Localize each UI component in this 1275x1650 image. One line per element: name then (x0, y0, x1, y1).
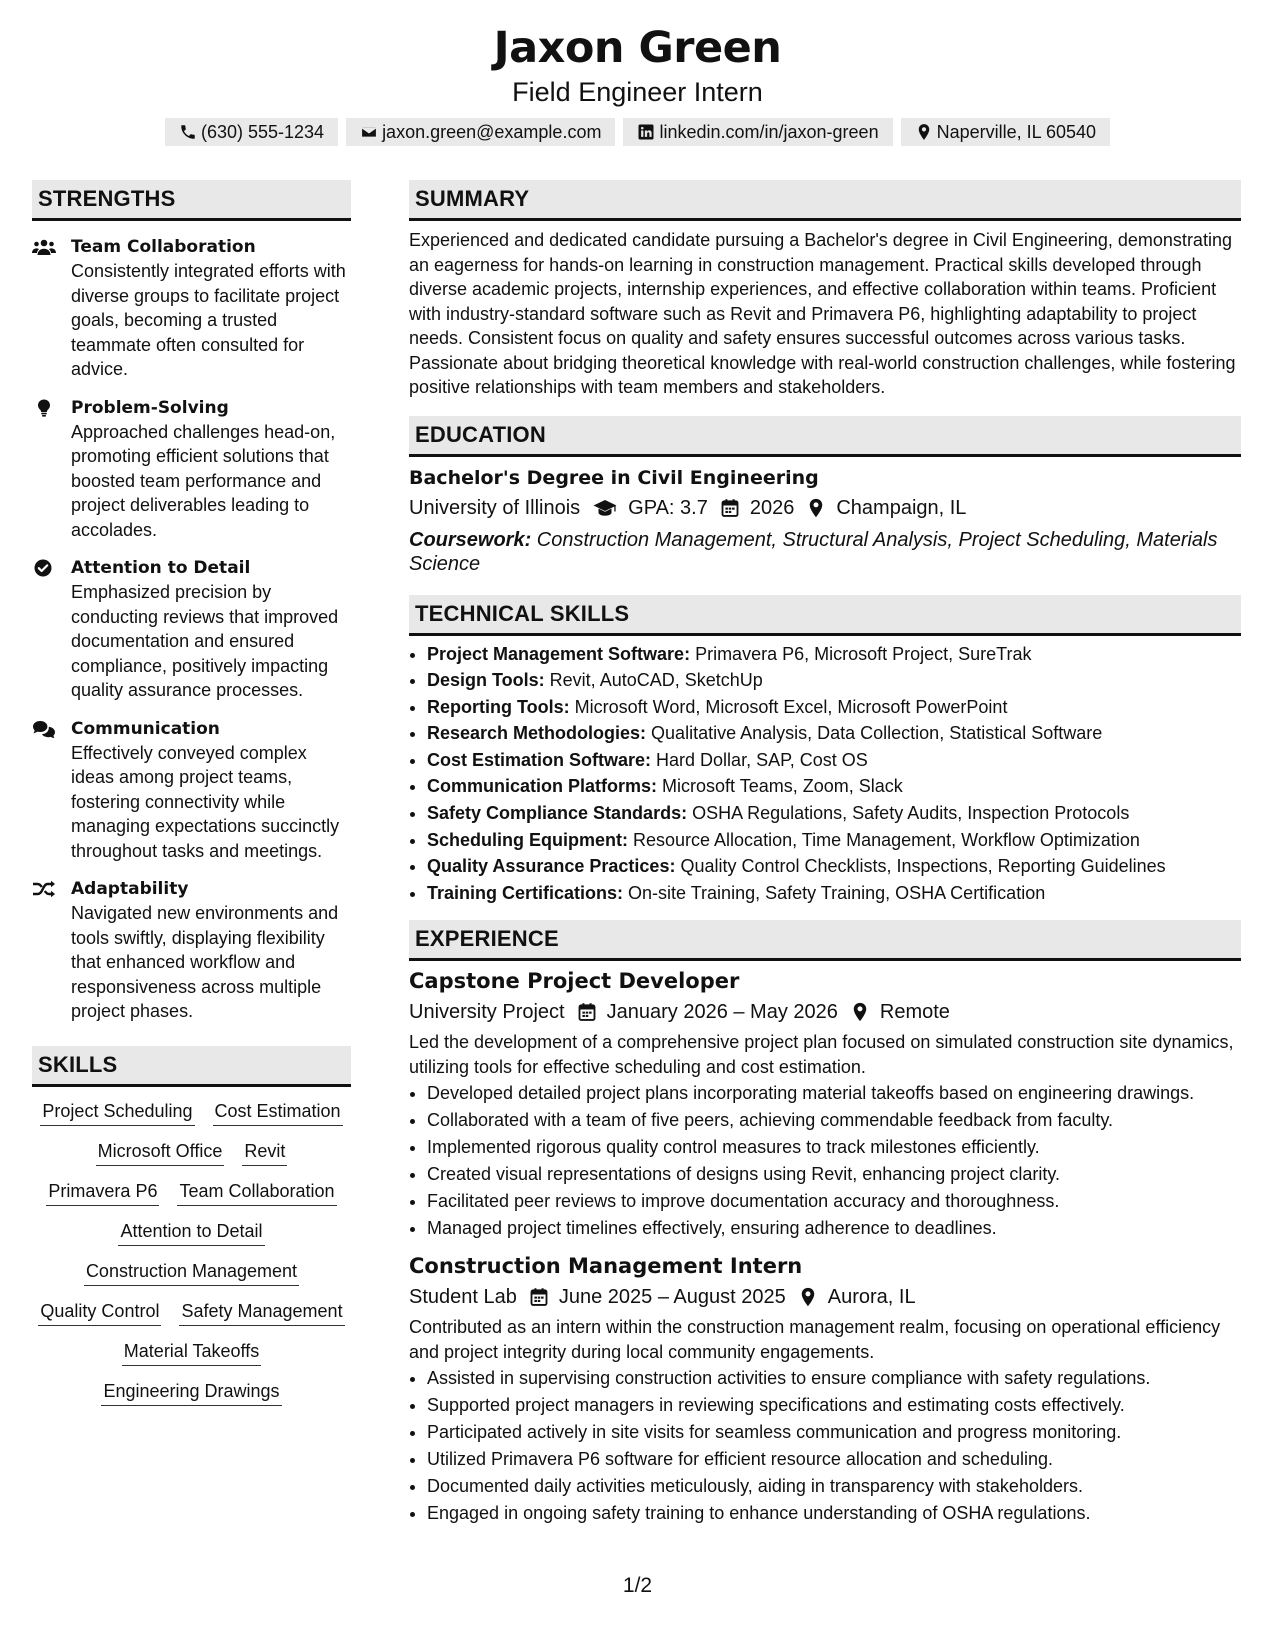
technical-skill-value: Qualitative Analysis, Data Collection, Statistical Software (646, 723, 1103, 744)
skill-tag: Material Takeoffs (122, 1337, 261, 1366)
technical-skill-value: Revit, AutoCAD, SketchUp (544, 670, 763, 691)
calendar-icon (720, 498, 740, 518)
list-item (427, 641, 1241, 668)
lightbulb-icon (32, 399, 56, 417)
strength-description: Navigated new environments and tools swiftly, displaying flexibility that enhanced workflow and responsiveness across multiple project phases. (71, 903, 339, 1021)
technical-skill-label: Scheduling Equipment: (427, 829, 628, 850)
list-item: • Collaborated with a team of five peers, achieving commendable feedback from faculty. (427, 1107, 1241, 1134)
map-marker-icon (806, 498, 826, 518)
right-column (409, 180, 1241, 1527)
technical-skill-value: Microsoft Teams, Zoom, Slack (657, 776, 903, 797)
contact-phone[interactable] (165, 118, 338, 146)
map-marker-icon (850, 1002, 870, 1022)
technical-skill-label: Reporting Tools: (427, 696, 570, 717)
technical-skill-label: Research Methodologies: (427, 723, 647, 744)
calendar-icon (577, 1002, 597, 1022)
strength-description: Emphasized precision by conducting reviews that improved documentation and ensured compliance, positively impacting quality assurance processes. (71, 582, 339, 700)
technical-skill-label: Design Tools: (427, 670, 545, 691)
check-circle-icon (32, 559, 56, 577)
job-meta (409, 998, 1241, 1026)
list-item (427, 773, 1241, 800)
degree-title: Bachelor's Degree in Civil Engineering (409, 466, 819, 489)
list-item (427, 720, 1241, 747)
coursework (409, 528, 1241, 577)
job-bullets (409, 1080, 1241, 1242)
education-meta (409, 494, 1241, 522)
technical-skill-label: Quality Assurance Practices: (427, 856, 676, 877)
map-marker-icon (798, 1287, 818, 1307)
experience-entry (409, 1252, 1241, 1527)
strength-description: Approached challenges head-on, promoting efficient solutions that boosted team performance and project deliverables leading to accolades. (71, 421, 336, 540)
job-location: Aurora, IL (827, 1286, 916, 1309)
shuffle-icon (32, 880, 56, 898)
strength-item (32, 556, 351, 703)
skill-tag: Primavera P6 (46, 1177, 159, 1206)
list-item: • Facilitated peer reviews to improve documentation accuracy and thoroughness. (427, 1188, 1241, 1215)
candidate-name: Jaxon Green (493, 23, 782, 73)
skill-tag: Project Scheduling (40, 1097, 194, 1126)
strength-title: Team Collaboration (71, 237, 256, 257)
phone-text: (630) 555-1234 (200, 122, 325, 142)
job-organization: Student Lab (409, 1286, 517, 1309)
school-location: Champaign, IL (836, 496, 967, 519)
skill-tag: Cost Estimation (213, 1097, 343, 1126)
job-dates: January 2026 – May 2026 (606, 1001, 838, 1024)
email-text: jaxon.green@example.com (382, 122, 602, 142)
skill-tag: Revit (242, 1137, 287, 1166)
phone-icon (179, 123, 197, 141)
list-item: • Developed detailed project plans incorporating material takeoffs based on engineering drawings. (427, 1080, 1241, 1107)
skill-tag: Attention to Detail (118, 1217, 264, 1246)
strength-title: Attention to Detail (71, 558, 251, 578)
section-heading-education: EDUCATION (409, 416, 1241, 457)
location-text: Naperville, IL 60540 (936, 122, 1097, 142)
list-item (427, 667, 1241, 694)
calendar-icon (529, 1287, 549, 1307)
job-dates: June 2025 – August 2025 (558, 1286, 786, 1309)
strength-description: Consistently integrated efforts with diverse groups to facilitate project goals, becoming a trusted teammate often consulted for advice. (71, 261, 346, 379)
strength-item (32, 877, 351, 1024)
technical-skill-label: Training Certifications: (427, 882, 624, 903)
technical-skill-label: Cost Estimation Software: (427, 749, 652, 770)
envelope-icon (360, 123, 378, 141)
users-icon (32, 238, 56, 256)
graduation-cap-icon (592, 498, 618, 518)
list-item (427, 747, 1241, 774)
job-meta (409, 1283, 1241, 1311)
linkedin-text: linkedin.com/in/jaxon-green (659, 122, 879, 142)
technical-skill-value: Quality Control Checklists, Inspections, Reporting Guidelines (675, 856, 1166, 877)
list-item: • Supported project managers in reviewing specifications and estimating costs effectively. (427, 1392, 1241, 1419)
skill-tag: Engineering Drawings (101, 1377, 281, 1406)
skills-tag-cloud (32, 1097, 351, 1406)
section-heading-experience: EXPERIENCE (409, 920, 1241, 961)
strength-title: Adaptability (71, 879, 189, 899)
list-item: • Assisted in supervising construction activities to ensure compliance with safety regulations. (427, 1365, 1241, 1392)
skill-tag: Construction Management (84, 1257, 299, 1286)
strength-title: Communication (71, 718, 220, 739)
page-number: 1/2 (622, 1574, 653, 1597)
contact-email[interactable] (346, 118, 615, 146)
technical-skill-label: Safety Compliance Standards: (427, 803, 688, 824)
job-summary: Led the development of a comprehensive project plan focused on simulated construction site dynamics, utilizing tools for effective scheduling and cost estimation. (409, 1032, 1234, 1077)
contact-linkedin[interactable] (623, 118, 892, 146)
list-item (427, 694, 1241, 721)
resume-header (0, 20, 1275, 146)
technical-skills-list (409, 641, 1241, 907)
job-summary: Contributed as an intern within the construction management realm, focusing on operational efficiency and project integrity during local community engagements. (409, 1317, 1221, 1362)
list-item (427, 827, 1241, 854)
list-item: • Documented daily activities meticulously, aiding in transparency with stakeholders. (427, 1473, 1241, 1500)
technical-skill-value: Primavera P6, Microsoft Project, SureTrak (690, 643, 1032, 664)
gpa-text: GPA: 3.7 (628, 496, 708, 519)
candidate-role: Field Engineer Intern (512, 77, 763, 107)
section-heading-technical-skills: TECHNICAL SKILLS (409, 595, 1241, 636)
comments-icon (32, 720, 56, 738)
technical-skill-value: Microsoft Word, Microsoft Excel, Microsoft PowerPoint (569, 696, 1008, 717)
job-bullets (409, 1365, 1241, 1527)
job-organization: University Project (409, 1001, 565, 1024)
strength-title: Problem-Solving (71, 397, 229, 418)
linkedin-icon (637, 123, 655, 141)
list-item: • Utilized Primavera P6 software for efficient resource allocation and scheduling. (427, 1446, 1241, 1473)
list-item (427, 853, 1241, 880)
list-item: • Participated actively in site visits for seamless communication and progress monitoring. (427, 1419, 1241, 1446)
school-name: University of Illinois (409, 496, 581, 519)
skill-tag: Team Collaboration (177, 1177, 336, 1206)
section-heading-summary: SUMMARY (409, 180, 1241, 221)
experience-entry (409, 967, 1241, 1242)
list-item (427, 880, 1241, 907)
left-column (32, 180, 351, 1406)
skill-tag: Quality Control (38, 1297, 161, 1326)
strength-item (32, 717, 351, 864)
graduation-year: 2026 (749, 496, 795, 519)
technical-skill-value: On-site Training, Safety Training, OSHA Certification (623, 882, 1046, 903)
section-heading-skills: SKILLS (32, 1046, 351, 1087)
coursework-list: Construction Management, Structural Analysis, Project Scheduling, Materials Science (409, 528, 1218, 575)
contact-bar (0, 118, 1275, 146)
list-item (427, 800, 1241, 827)
skill-tag: Safety Management (179, 1297, 344, 1326)
job-location: Remote (879, 1001, 950, 1024)
section-heading-strengths: STRENGTHS (32, 180, 351, 221)
strength-item (32, 396, 351, 543)
technical-skill-label: Communication Platforms: (427, 776, 658, 797)
strength-item (32, 235, 351, 382)
job-title: Construction Management Intern (409, 1254, 803, 1279)
coursework-label: Coursework: (409, 528, 532, 551)
list-item: • Engaged in ongoing safety training to enhance understanding of OSHA regulations. (427, 1500, 1241, 1527)
technical-skill-value: Resource Allocation, Time Management, Workflow Optimization (628, 829, 1140, 850)
map-marker-icon (915, 123, 933, 141)
technical-skill-label: Project Management Software: (427, 643, 691, 664)
summary-text: Experienced and dedicated candidate pursuing a Bachelor's degree in Civil Engineering, demonstrating an eagerness for hands-on learning in construction management. Practical skills developed through diverse academic projects, internship experiences, and effective collaboration within teams. Proficient with industry-standard software such as Revit and Primavera P6, highlighting adaptability to project needs. Consistent focus on quality and safety ensures successful outcomes across various tasks. Passionate about bridging theoretical knowledge with real-world construction challenges, while fostering positive relationships with team members and stakeholders. (409, 230, 1236, 397)
list-item: • Implemented rigorous quality control measures to track milestones efficiently. (427, 1134, 1241, 1161)
skill-tag: Microsoft Office (96, 1137, 225, 1166)
job-title: Capstone Project Developer (409, 969, 740, 994)
contact-location (901, 118, 1110, 146)
technical-skill-value: OSHA Regulations, Safety Audits, Inspection Protocols (687, 803, 1130, 824)
strength-description: Effectively conveyed complex ideas among project teams, fostering connectivity while managing expectations succinctly throughout tasks and meetings. (71, 742, 340, 861)
list-item: • Created visual representations of designs using Revit, enhancing project clarity. (427, 1161, 1241, 1188)
list-item: • Managed project timelines effectively, ensuring adherence to deadlines. (427, 1215, 1241, 1242)
technical-skill-value: Hard Dollar, SAP, Cost OS (651, 749, 868, 770)
